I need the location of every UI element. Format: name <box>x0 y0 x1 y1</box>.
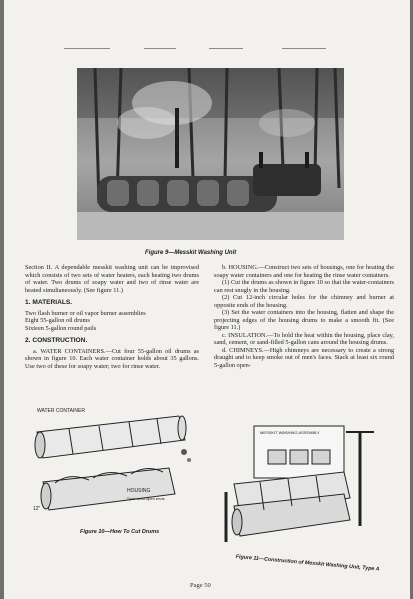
figure-11-caption: Figure 11—Construction of Messkit Washing Unit, Type A <box>235 554 380 573</box>
top-rule <box>209 48 243 49</box>
twelve-inch-label: 12" <box>33 506 41 512</box>
figure-9-caption: Figure 9—Messkit Washing Unit <box>145 250 237 256</box>
left-column <box>25 264 199 370</box>
right-column <box>214 264 394 369</box>
spot-weld-label: Spot-weld open ends <box>127 496 165 501</box>
insulation-paragraph: c. INSULATION.—To hold the heat within the housing, place clay, sand, cement, or sand-filled 5-gallon cans around the housing drums. <box>214 331 394 346</box>
housing-step-3: (3) Set the water containers into the housing, flatten and shape the projecting edges of the housing drums to make a smooth fit. (See figure 11.) <box>214 309 394 331</box>
washing-unit-construction-drawing <box>224 422 394 546</box>
messkit-assembly-label: MESSKIT WASHING ASSEMBLY <box>260 430 320 435</box>
figure-10-drawing <box>29 402 197 522</box>
top-rule <box>282 48 326 49</box>
photo-illustration <box>77 68 344 240</box>
drum-cutting-drawing <box>29 402 197 522</box>
materials-heading: 1. MATERIALS. <box>25 299 73 306</box>
water-containers-paragraph: a. WATER CONTAINERS.—Cut four 55-gallon oil drums as shown in figure 10. Each water container holds about 35 gallons. Use two of these for soapy water; two for rinse water. <box>25 347 199 370</box>
housing-paragraph: b. HOUSING.—Construct two sets of housings, one for heating the soapy water containers and one for heating the rinse water containers. <box>214 264 394 279</box>
document-page <box>4 0 410 599</box>
intro-paragraph: Section II. A dependable messkit washing unit can be improvised which consists of two sets of water heaters, each heating two drums of water. Two drums of soapy water and two of rinse water are heated simultaneously. (See figure 11.) <box>25 264 199 294</box>
chimneys-paragraph: d. CHIMNEYS.—High chimneys are necessary to create a strong draught and to keep smoke out of men's faces. Stack at least six round 5-gallon open- <box>214 346 394 369</box>
construction-heading: 2. CONSTRUCTION. <box>25 337 88 344</box>
messkit-washing-unit-photo <box>77 68 344 240</box>
top-rule <box>144 48 176 49</box>
housing-step-1: (1) Cut the drums as shown in figure 10 so that the water-containers can rest snugly in the housing. <box>214 279 394 294</box>
materials-item: Eight 55-gallon oil drums <box>25 317 90 324</box>
materials-item: Sixteen 5-gallon round pails <box>25 324 97 332</box>
housing-label: HOUSING <box>127 488 151 494</box>
materials-item: Two flash burner or oil vapor burner assemblies <box>25 309 146 317</box>
water-container-label: WATER CONTAINER <box>37 408 85 414</box>
top-rule <box>64 48 110 49</box>
page-number: Page 50 <box>190 582 211 589</box>
figure-10-caption: Figure 10—How To Cut Drums <box>80 529 160 535</box>
figure-11-drawing <box>224 422 394 546</box>
housing-step-2: (2) Cut 12-inch circular holes for the chimney and burner at opposite ends of the housing. <box>214 294 394 309</box>
